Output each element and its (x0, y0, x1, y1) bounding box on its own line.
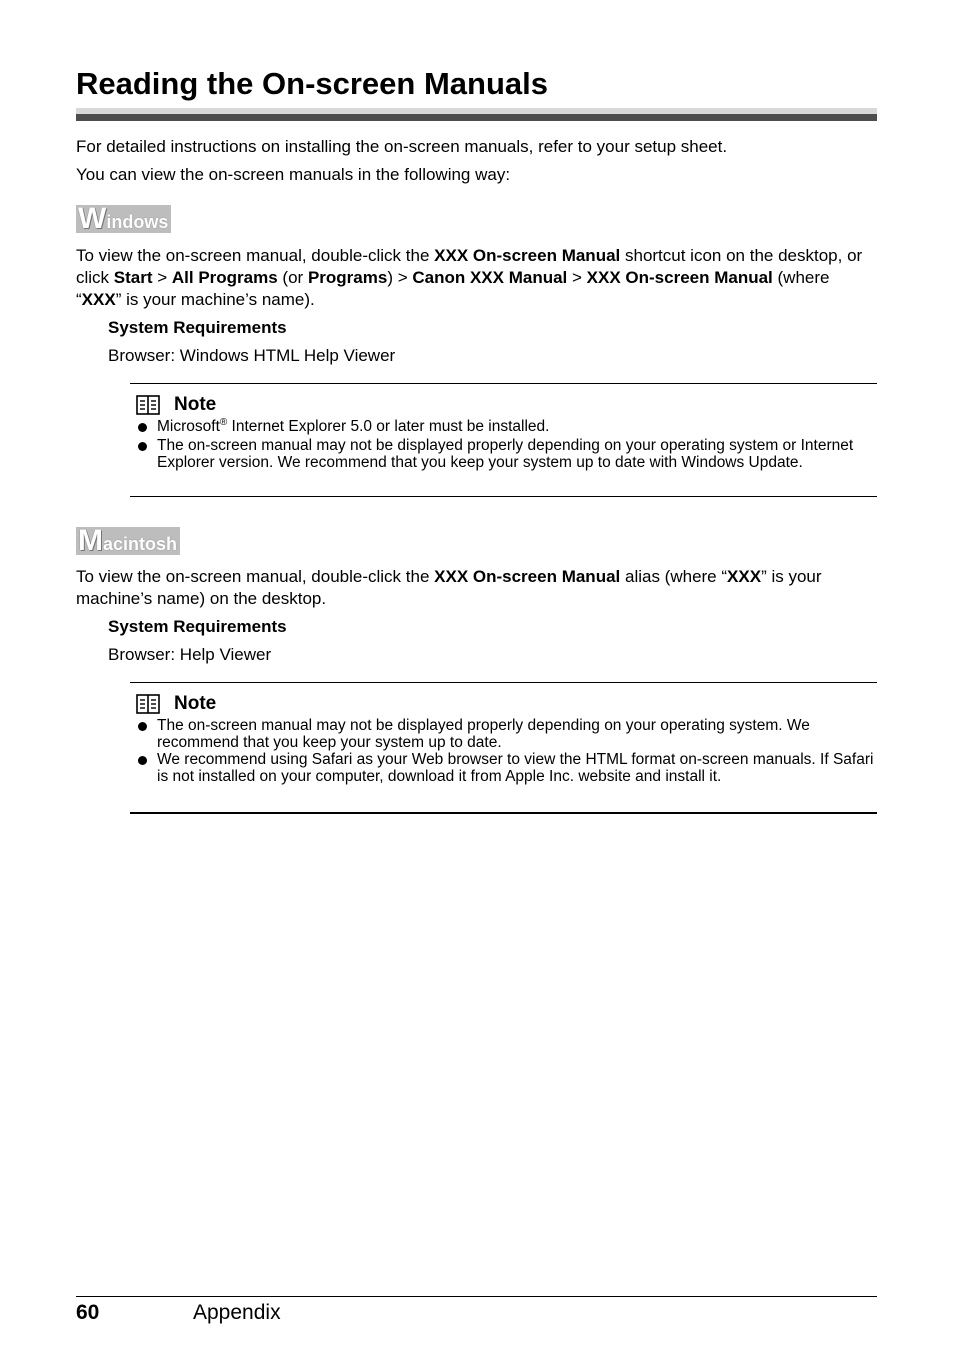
footer-rule (76, 1296, 877, 1297)
note-title: Note (174, 394, 217, 415)
windows-sysreq-heading: System Requirements (108, 318, 287, 337)
intro-line-1: For detailed instructions on installing the on-screen manuals, refer to your setup sheet. (76, 137, 728, 156)
mac-instructions: To view the on-screen manual, double-click the XXX On-screen Manual alias (where “XXX” is your machine’s name) on the desktop. (76, 567, 822, 608)
windows-badge-initial: W (78, 202, 107, 235)
windows-badge-rest: indows (106, 212, 169, 232)
page-number: 60 (76, 1301, 100, 1324)
footer-section-name: Appendix (193, 1301, 281, 1324)
mac-note-list (130, 717, 877, 785)
note-bottom-rule (130, 496, 877, 497)
windows-badge (76, 202, 171, 235)
note-bottom-rule (130, 812, 877, 814)
mac-browser-requirement: Browser: Help Viewer (108, 645, 272, 664)
title-underline-bar (76, 108, 877, 121)
macintosh-badge-initial: M (78, 524, 103, 557)
macintosh-badge (76, 524, 180, 557)
windows-note-list (130, 418, 877, 471)
list-item: We recommend using Safari as your Web browser to view the HTML format on-screen manuals. If Safari is not installed on your computer, download it from Apple Inc. website and install it. (130, 751, 877, 785)
windows-note-header (136, 394, 216, 416)
intro-line-2: You can view the on-screen manuals in the following way: (76, 165, 511, 184)
windows-browser-requirement: Browser: Windows HTML Help Viewer (108, 346, 396, 365)
note-book-icon (136, 395, 160, 415)
mac-note-box (130, 682, 877, 814)
list-item: Microsoft® Internet Explorer 5.0 or later must be installed. (130, 418, 877, 435)
windows-note-box (130, 383, 877, 497)
list-item: The on-screen manual may not be displayed properly depending on your operating system. We recommend that you keep your system up to date. (130, 717, 877, 751)
note-book-icon (136, 694, 160, 714)
mac-sysreq-heading: System Requirements (108, 617, 287, 636)
list-item: The on-screen manual may not be displayed properly depending on your operating system or Internet Explorer version. We recommend that you keep your system up to date with Windows Update. (130, 437, 877, 471)
page-title: Reading the On-screen Manuals (76, 66, 548, 101)
mac-note-header (136, 693, 216, 715)
windows-instructions: To view the on-screen manual, double-click the XXX On-screen Manual shortcut icon on the desktop, or click Start > All Programs (or Programs) > Canon XXX Manual > XXX On-screen Manual (where “XXX” is your machine’s name). (76, 246, 863, 309)
note-title: Note (174, 693, 217, 714)
macintosh-badge-rest: acintosh (103, 534, 178, 554)
